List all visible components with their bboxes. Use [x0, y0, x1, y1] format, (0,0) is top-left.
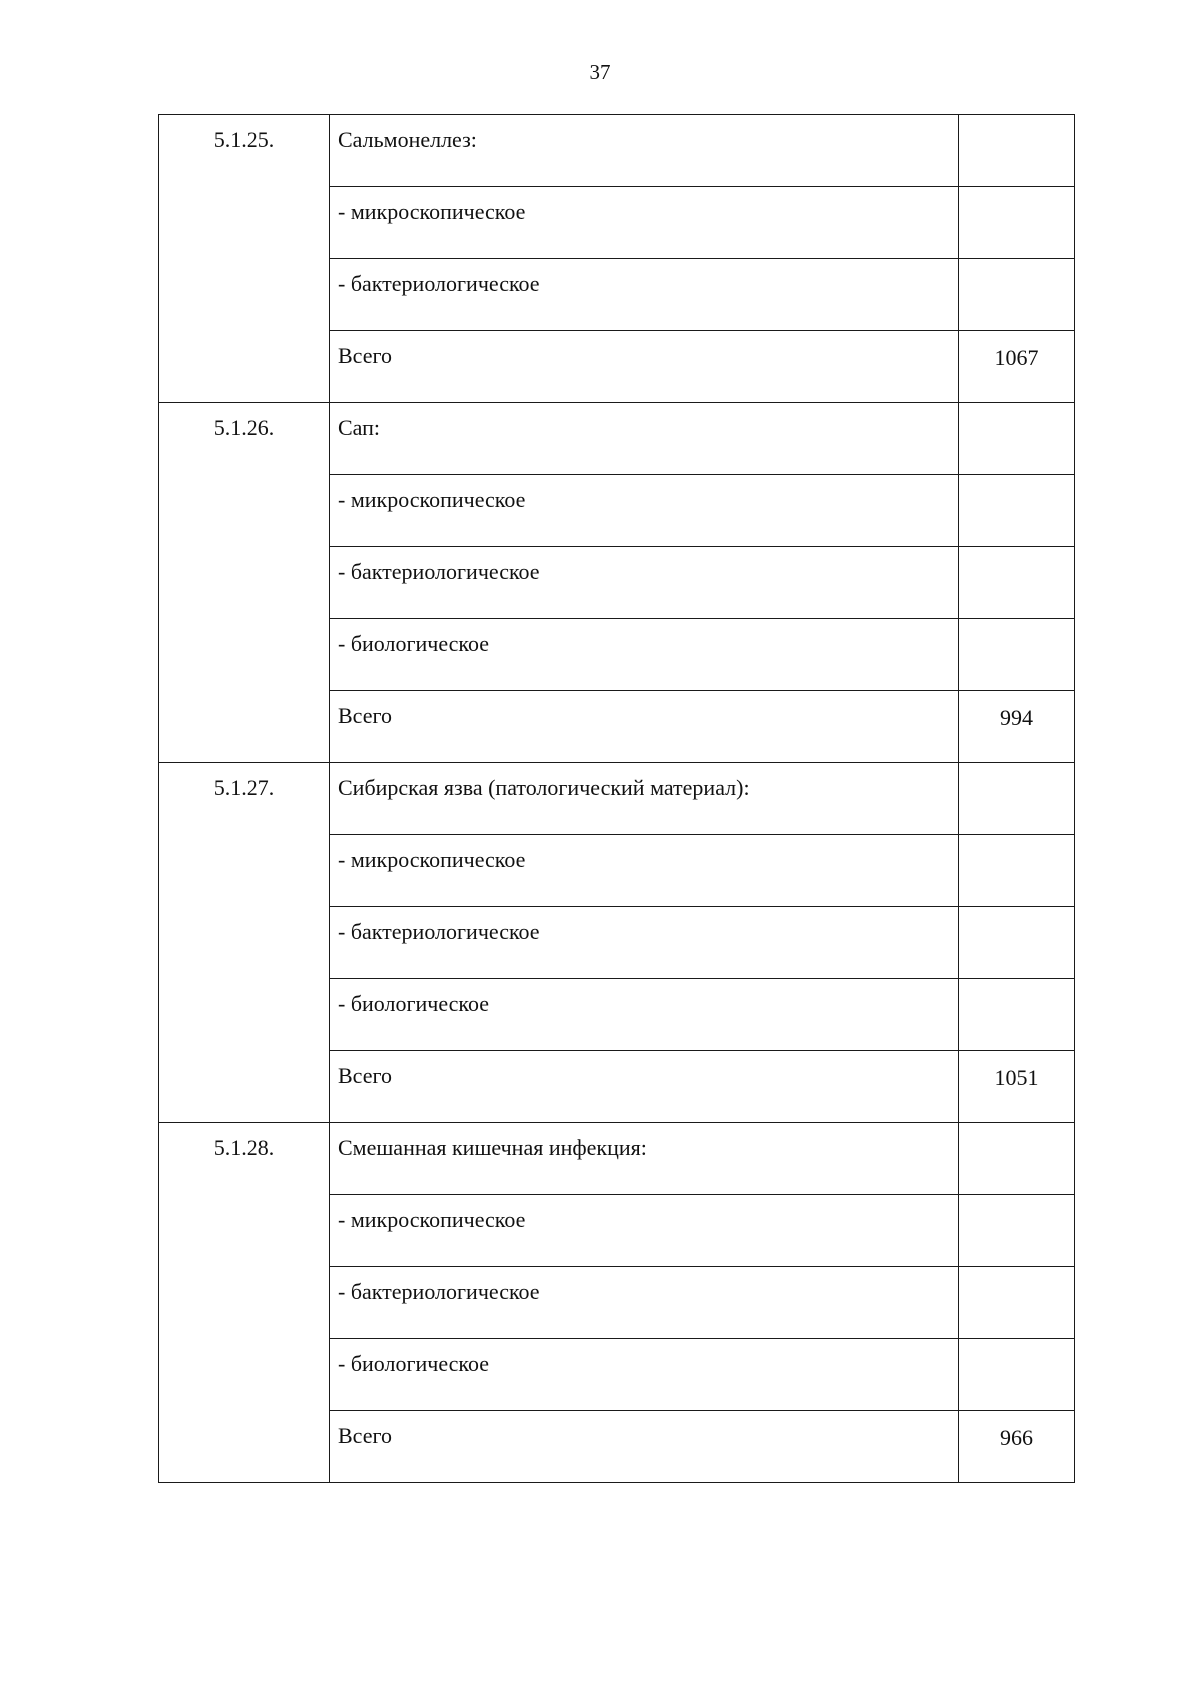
row-label-total: Всего	[330, 331, 959, 403]
row-value-total: 966	[959, 1411, 1075, 1483]
section-code: 5.1.27.	[159, 763, 330, 1123]
table-row	[159, 403, 1075, 475]
table-row	[159, 115, 1075, 187]
row-label: - микроскопическое	[330, 835, 959, 907]
row-value-total: 1067	[959, 331, 1075, 403]
row-label: - микроскопическое	[330, 475, 959, 547]
page-number: 37	[589, 60, 611, 84]
row-label: - бактериологическое	[330, 547, 959, 619]
row-label: - биологическое	[330, 1339, 959, 1411]
section-code: 5.1.28.	[159, 1123, 330, 1483]
section-code: 5.1.26.	[159, 403, 330, 763]
row-value	[959, 619, 1075, 691]
table-row	[159, 763, 1075, 835]
row-value	[959, 1195, 1075, 1267]
row-label: - микроскопическое	[330, 187, 959, 259]
price-table	[158, 114, 1075, 1483]
table-row	[159, 1123, 1075, 1195]
row-label: - микроскопическое	[330, 1195, 959, 1267]
row-value-total: 1051	[959, 1051, 1075, 1123]
row-value	[959, 403, 1075, 475]
row-value	[959, 1267, 1075, 1339]
row-value	[959, 259, 1075, 331]
row-label: Сибирская язва (патологический материал):	[330, 763, 959, 835]
row-label: - бактериологическое	[330, 907, 959, 979]
row-label: - биологическое	[330, 979, 959, 1051]
row-label-total: Всего	[330, 1051, 959, 1123]
row-label: - бактериологическое	[330, 1267, 959, 1339]
row-label: - бактериологическое	[330, 259, 959, 331]
row-value	[959, 187, 1075, 259]
row-value	[959, 1339, 1075, 1411]
row-value-total: 994	[959, 691, 1075, 763]
section-code: 5.1.25.	[159, 115, 330, 403]
row-label: Сальмонеллез:	[330, 115, 959, 187]
row-value	[959, 835, 1075, 907]
row-label-total: Всего	[330, 1411, 959, 1483]
row-label: Сап:	[330, 403, 959, 475]
row-value	[959, 763, 1075, 835]
row-value	[959, 547, 1075, 619]
row-value	[959, 907, 1075, 979]
row-label: Смешанная кишечная инфекция:	[330, 1123, 959, 1195]
row-value	[959, 979, 1075, 1051]
row-label-total: Всего	[330, 691, 959, 763]
row-label: - биологическое	[330, 619, 959, 691]
row-value	[959, 115, 1075, 187]
row-value	[959, 1123, 1075, 1195]
row-value	[959, 475, 1075, 547]
